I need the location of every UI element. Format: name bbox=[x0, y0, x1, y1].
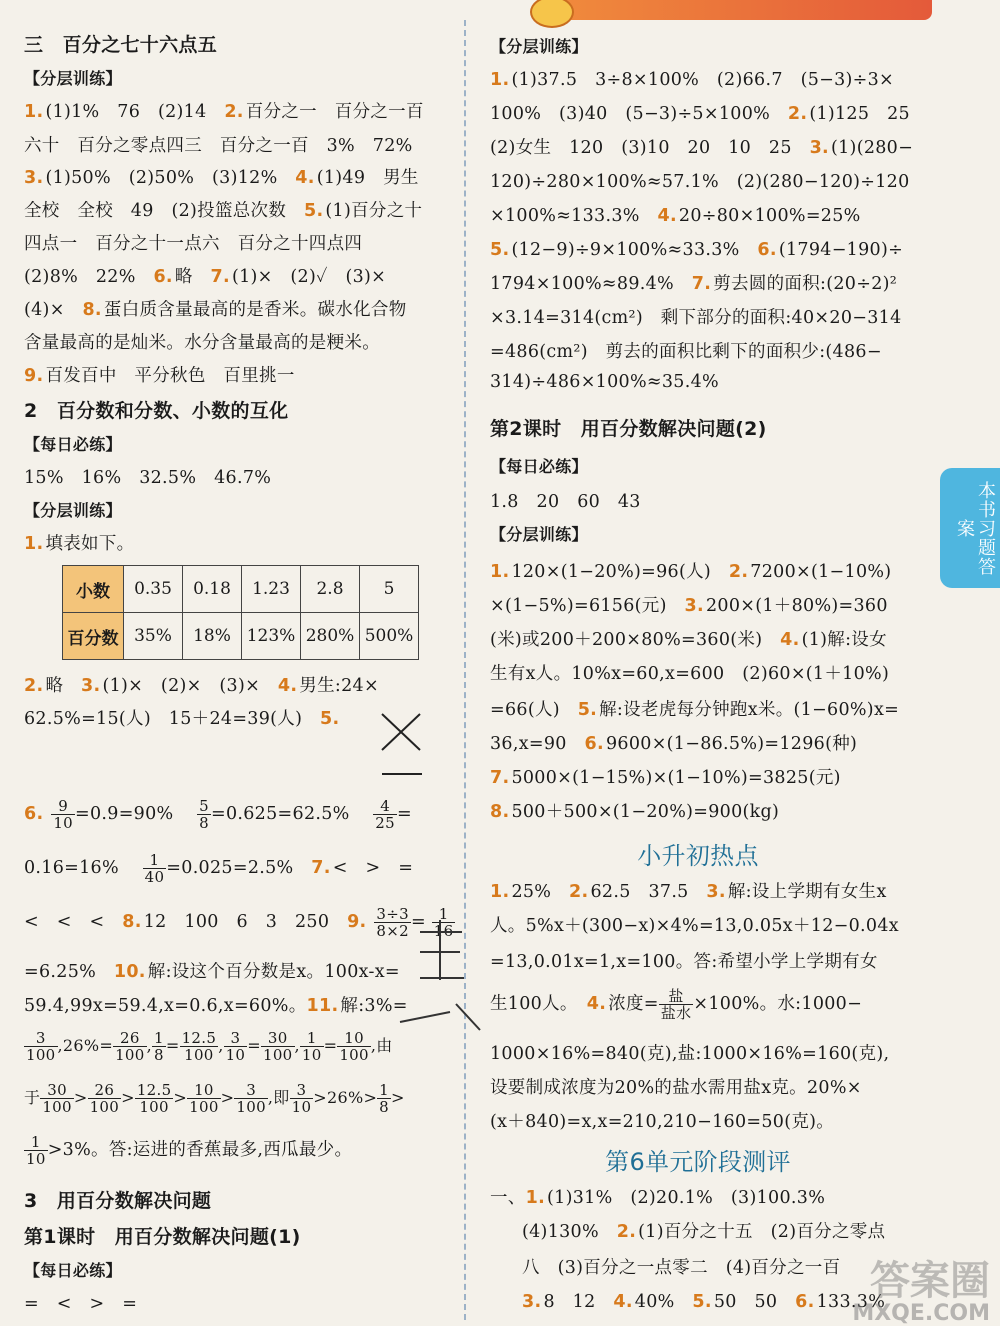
comparison-sign: > bbox=[391, 1088, 405, 1107]
numerator: 1 bbox=[379, 1081, 390, 1099]
answer-text: =6.25% bbox=[24, 962, 114, 982]
answer-text: (4)130% bbox=[522, 1222, 617, 1242]
item-number: 8. bbox=[490, 802, 510, 822]
answer-text: 200×(1＋80%)=360 bbox=[705, 596, 888, 616]
item-number: 4. bbox=[295, 168, 315, 188]
item-number: 7. bbox=[691, 274, 712, 294]
answer-text: 填表如下。 bbox=[45, 534, 135, 554]
fraction bbox=[24, 1030, 58, 1063]
answer-line bbox=[522, 1218, 885, 1243]
answer-text: (1)125 25 bbox=[809, 104, 910, 124]
section-tag: 【每日必练】 bbox=[24, 1261, 122, 1280]
answer-line bbox=[24, 1030, 393, 1063]
section-heading: 小升初热点 bbox=[637, 842, 759, 870]
answer-line bbox=[490, 730, 857, 755]
answer-line bbox=[490, 100, 910, 125]
item-number: 5. bbox=[320, 709, 340, 729]
answer-text: (1)解:设女 bbox=[801, 630, 887, 650]
denominator: 10 bbox=[291, 1098, 312, 1116]
answer-line bbox=[522, 1288, 885, 1313]
answer-text: (2)女生 120 (3)10 20 10 25 bbox=[490, 138, 810, 158]
item-number: 1. bbox=[24, 102, 44, 122]
fraction bbox=[24, 1134, 48, 1167]
item-number: 7. bbox=[490, 768, 510, 788]
answer-text: (1)50% (2)50% (3)12% bbox=[45, 168, 296, 188]
answer-line bbox=[24, 852, 413, 885]
fraction bbox=[197, 798, 211, 831]
table-cell: 500% bbox=[360, 613, 419, 660]
side-tab[interactable]: 本书习题答案 bbox=[940, 468, 1000, 588]
answer-text: 于 bbox=[24, 1088, 41, 1107]
table-cell: 18% bbox=[183, 613, 242, 660]
denominator: 100 bbox=[184, 1046, 214, 1064]
answer-text: (12−9)÷9×100%≈33.3% bbox=[511, 240, 758, 260]
answer-line: 八 (3)百分之一点零二 (4)百分之一百 bbox=[522, 1258, 841, 1278]
watermark-logo: 答案圈 bbox=[870, 1258, 990, 1304]
answer-text: 7200×(1−10%) bbox=[750, 562, 892, 582]
numerator: 3 bbox=[290, 1082, 314, 1099]
answer-line bbox=[490, 270, 897, 295]
item-number: 6. bbox=[153, 267, 173, 287]
answer-text: 40% bbox=[634, 1292, 693, 1312]
section-tag: 【每日必练】 bbox=[24, 435, 122, 454]
fraction bbox=[234, 1082, 268, 1115]
answer-line bbox=[24, 1082, 405, 1115]
answer-text: 解:设上学期有女生x bbox=[727, 882, 887, 902]
answer-line bbox=[24, 164, 419, 189]
section-tag: 【分层训练】 bbox=[490, 525, 588, 544]
fraction bbox=[40, 1082, 74, 1115]
answer-text: >26%> bbox=[313, 1088, 378, 1107]
answer-line bbox=[24, 197, 422, 222]
fraction bbox=[300, 1030, 324, 1063]
answer-text: , bbox=[294, 1036, 300, 1055]
answer-text: 62.5%=15(人) 15＋24=39(人) bbox=[24, 709, 321, 729]
item-number: 2. bbox=[569, 882, 589, 902]
column-divider bbox=[464, 20, 466, 1320]
answer-line: 120)÷280×100%≈57.1% (2)(280−120)÷120 bbox=[490, 172, 910, 192]
answer-text: =66(人) bbox=[490, 700, 578, 720]
answer-text: 剪去圆的面积:(20÷2)² bbox=[713, 274, 898, 294]
table-cell: 0.18 bbox=[183, 566, 242, 613]
item-number: 10. bbox=[113, 962, 146, 982]
section-tag: 【每日必练】 bbox=[490, 457, 588, 476]
fraction bbox=[88, 1082, 122, 1115]
answer-text: 略 bbox=[174, 267, 211, 287]
answer-line bbox=[24, 1134, 352, 1167]
numerator: 1 bbox=[24, 1134, 48, 1151]
answer-text: ,由 bbox=[370, 1036, 393, 1055]
numerator: 5 bbox=[199, 797, 209, 815]
item-number: 3. bbox=[706, 882, 726, 902]
answer-text: (1)百分之十五 (2)百分之零点 bbox=[638, 1222, 886, 1242]
item-number: 4. bbox=[613, 1292, 633, 1312]
table-cell: 2.8 bbox=[301, 566, 360, 613]
answer-text: = bbox=[396, 804, 412, 824]
section-tag: 【分层训练】 bbox=[24, 501, 122, 520]
answer-text: 36,x=90 bbox=[490, 734, 585, 754]
fraction bbox=[187, 1082, 221, 1115]
item-number: 3. bbox=[522, 1292, 542, 1312]
lesson-title: 第2课时 用百分数解决问题(2) bbox=[490, 418, 767, 440]
table-cell: 5 bbox=[360, 566, 419, 613]
answer-line bbox=[24, 296, 407, 321]
numerator: 盐 bbox=[659, 988, 694, 1005]
answer-text: = bbox=[165, 1036, 180, 1055]
item-number: 8. bbox=[82, 300, 102, 320]
answer-text: 50 50 bbox=[713, 1292, 796, 1312]
item-number: 6. bbox=[757, 240, 777, 260]
answer-line: (x＋840)=x,x=210,210−160=50(克)。 bbox=[490, 1112, 835, 1132]
fraction bbox=[143, 852, 167, 885]
answer-text: ,26%= bbox=[57, 1036, 114, 1055]
item-number: 1. bbox=[490, 562, 510, 582]
denominator: 25 bbox=[375, 814, 395, 832]
numerator: 10 bbox=[187, 1082, 221, 1099]
watermark-url: MXQE.COM bbox=[852, 1301, 990, 1326]
numerator: 12.5 bbox=[181, 1029, 217, 1047]
answer-text: (1)× (2)✓ (3)× bbox=[231, 267, 387, 287]
table-cell: 123% bbox=[242, 613, 301, 660]
answer-text: 8 12 bbox=[543, 1292, 614, 1312]
denominator: 100 bbox=[139, 1098, 169, 1116]
item-number: 2. bbox=[728, 562, 749, 582]
item-number: 8. bbox=[122, 912, 142, 932]
denominator: 100 bbox=[26, 1046, 56, 1064]
table-cell: 1.23 bbox=[242, 566, 301, 613]
answer-line: 设要制成浓度为20%的盐水需用盐x克。20%× bbox=[490, 1078, 862, 1098]
answer-text: 5000×(1−15%)×(1−10%)=3825(元) bbox=[511, 768, 841, 788]
answer-line bbox=[24, 263, 386, 288]
answer-line bbox=[490, 592, 888, 617]
answer-text: 120×(1−20%)=96(人) bbox=[511, 562, 729, 582]
numerator: 1 bbox=[143, 852, 167, 869]
answer-text: = bbox=[247, 1036, 261, 1055]
answer-line bbox=[24, 530, 134, 555]
answer-text: 20÷80×100%=25% bbox=[678, 206, 861, 226]
item-number: 4. bbox=[780, 630, 800, 650]
numerator: 10 bbox=[337, 1030, 371, 1047]
table-row bbox=[63, 566, 419, 613]
numerator: 1 bbox=[432, 906, 456, 923]
answer-text: 略 bbox=[45, 676, 82, 696]
answer-line bbox=[24, 362, 295, 387]
item-number: 3. bbox=[81, 676, 101, 696]
answer-text: 全校 全校 49 (2)投篮总次数 bbox=[24, 201, 304, 221]
answer-text: < < < bbox=[24, 912, 123, 932]
answer-text: 62.5 37.5 bbox=[590, 882, 707, 902]
fraction bbox=[377, 1082, 391, 1115]
item-number: 3. bbox=[684, 596, 704, 616]
answer-line bbox=[490, 1184, 825, 1209]
answer-text: = bbox=[323, 1036, 338, 1055]
denominator: 40 bbox=[144, 868, 165, 886]
item-number: 6. bbox=[24, 804, 44, 824]
section-tag: 【分层训练】 bbox=[490, 37, 588, 56]
answer-line bbox=[490, 558, 891, 583]
table-header-cell: 小数 bbox=[63, 566, 124, 613]
header-decoration bbox=[560, 0, 932, 20]
denominator: 8 bbox=[154, 1046, 164, 1064]
answer-line: 314)÷486×100%≈35.4% bbox=[490, 372, 719, 392]
answer-text: , bbox=[146, 1036, 153, 1055]
answer-text: =0.625=62.5% bbox=[210, 804, 368, 824]
numerator: 12.5 bbox=[136, 1081, 172, 1099]
answer-line bbox=[490, 798, 779, 823]
fraction bbox=[113, 1030, 147, 1063]
answer-line bbox=[490, 764, 841, 789]
comparison-sign: > bbox=[73, 1088, 88, 1107]
answer-line: 含量最高的是灿米。水分含量最高的是粳米。 bbox=[24, 333, 380, 353]
answer-line: 1000×16%=840(克),盐:1000×16%=160(克), bbox=[490, 1044, 890, 1064]
answer-line: 四点一 百分之十一点六 百分之十四点四 bbox=[24, 234, 363, 254]
fraction bbox=[290, 1082, 314, 1115]
answer-text: 男生:24× bbox=[299, 676, 379, 696]
answer-text: 解:设这个百分数是x。100x-x= bbox=[147, 962, 400, 982]
answer-text: 解:设老虎每分钟跑x米。(1−60%)x= bbox=[599, 700, 900, 720]
fraction bbox=[337, 1030, 371, 1063]
section-title: 3 用百分数解决问题 bbox=[24, 1190, 212, 1212]
numerator: 30 bbox=[40, 1082, 74, 1099]
answer-text: 一、 bbox=[490, 1188, 526, 1208]
answer-text: (1)× (2)× (3)× bbox=[102, 676, 278, 696]
item-number: 5. bbox=[692, 1292, 712, 1312]
answer-text: 解:3%= bbox=[340, 996, 408, 1016]
table-cell: 35% bbox=[124, 613, 183, 660]
answer-text: (1)31% (2)20.1% (3)100.3% bbox=[547, 1188, 826, 1208]
denominator: 100 bbox=[89, 1098, 120, 1116]
answer-line bbox=[490, 134, 913, 159]
answer-text: (米)或200＋200×80%=360(米) bbox=[490, 630, 781, 650]
item-number: 1. bbox=[525, 1188, 546, 1208]
denominator: 10 bbox=[225, 1046, 246, 1064]
denominator: 盐水 bbox=[660, 1004, 692, 1022]
answer-line bbox=[490, 626, 887, 651]
handwritten-scribble bbox=[380, 912, 490, 1042]
item-number: 2. bbox=[616, 1222, 637, 1242]
answer-text: < > = bbox=[332, 858, 414, 878]
item-number: 5. bbox=[577, 700, 598, 720]
answer-line bbox=[24, 798, 412, 831]
section-title: 2 百分数和分数、小数的互化 bbox=[24, 400, 289, 422]
answer-line bbox=[490, 878, 887, 903]
fraction bbox=[224, 1030, 248, 1063]
item-number: 4. bbox=[586, 994, 607, 1014]
answer-line bbox=[490, 66, 894, 91]
answer-line: 15% 16% 32.5% 46.7% bbox=[24, 468, 272, 488]
answer-text: 9600×(1−86.5%)=1296(种) bbox=[605, 734, 858, 754]
item-number: 2. bbox=[787, 104, 808, 124]
answer-line bbox=[24, 672, 379, 697]
answer-line: =13,0.01x=1,x=100。答:希望小学上学期有女 bbox=[490, 952, 878, 972]
answer-text: 500＋500×(1−20%)=900(kg) bbox=[511, 802, 780, 822]
answer-text: (1794−190)÷ bbox=[778, 240, 904, 260]
section-title: 三 百分之七十六点五 bbox=[24, 34, 218, 56]
answer-line bbox=[24, 705, 341, 730]
matching-sketch bbox=[378, 708, 428, 778]
answer-text: 25% bbox=[511, 882, 570, 902]
item-number: 4. bbox=[657, 206, 677, 226]
answer-text: (4)× bbox=[24, 300, 83, 320]
answer-line bbox=[490, 236, 903, 261]
item-number: 1. bbox=[490, 882, 510, 902]
section-heading: 第6单元阶段测评 bbox=[605, 1148, 791, 1176]
item-number: 6. bbox=[584, 734, 604, 754]
lesson-title: 第1课时 用百分数解决问题(1) bbox=[24, 1226, 301, 1248]
answer-line bbox=[490, 988, 862, 1021]
answer-text: 1794×100%≈89.4% bbox=[490, 274, 692, 294]
answer-text: 百分之一 百分之一百 bbox=[245, 102, 424, 122]
answer-text: (1)1% 76 (2)14 bbox=[45, 102, 225, 122]
fraction bbox=[180, 1030, 219, 1063]
denominator: 100 bbox=[339, 1046, 369, 1064]
answer-text: 浓度= bbox=[608, 994, 659, 1014]
numerator: 3 bbox=[24, 1030, 58, 1047]
numerator: 1 bbox=[154, 1029, 164, 1047]
numerator: 30 bbox=[261, 1030, 295, 1047]
denominator: 16 bbox=[433, 922, 454, 940]
table-cell: 0.35 bbox=[124, 566, 183, 613]
item-number: 9. bbox=[347, 912, 367, 932]
numerator: 3 bbox=[234, 1082, 268, 1099]
comparison-sign: > bbox=[173, 1088, 188, 1107]
item-number: 1. bbox=[24, 534, 44, 554]
answer-text: 0.16=16% bbox=[24, 858, 137, 878]
answer-text: , bbox=[218, 1036, 224, 1055]
numerator: 4 bbox=[373, 798, 397, 815]
item-number: 3. bbox=[809, 138, 829, 158]
answer-text: ,即 bbox=[267, 1088, 290, 1107]
table-header-cell: 百分数 bbox=[63, 613, 124, 660]
fraction bbox=[135, 1082, 174, 1115]
comparison-sign: > bbox=[220, 1088, 235, 1107]
answer-line: = < > = bbox=[24, 1294, 138, 1314]
answer-text: 12 100 6 3 250 bbox=[143, 912, 348, 932]
answer-text: (1)百分之十 bbox=[325, 201, 423, 221]
denominator: 10 bbox=[26, 1150, 46, 1168]
answer-line bbox=[24, 98, 424, 123]
fraction bbox=[261, 1030, 295, 1063]
numerator: 9 bbox=[51, 798, 75, 815]
item-number: 1. bbox=[490, 70, 510, 90]
answer-text: 59.4,99x=59.4,x=0.6,x=60%。 bbox=[24, 996, 307, 1016]
answer-line: ×3.14=314(cm²) 剩下部分的面积:40×20−314 bbox=[490, 308, 902, 328]
numerator: 3 bbox=[224, 1030, 248, 1047]
answer-text: (1)(280− bbox=[831, 138, 914, 158]
answer-line: 1.8 20 60 43 bbox=[490, 492, 641, 512]
item-number: 5. bbox=[490, 240, 510, 260]
item-number: 2. bbox=[24, 676, 44, 696]
item-number: 11. bbox=[306, 996, 339, 1016]
answer-text: ×100%≈133.3% bbox=[490, 206, 658, 226]
answer-text: (1)49 男生 bbox=[316, 168, 419, 188]
denominator: 8 bbox=[379, 1098, 390, 1116]
table-cell: 280% bbox=[301, 613, 360, 660]
fraction bbox=[659, 988, 694, 1021]
numerator: 3÷3 bbox=[376, 905, 409, 923]
answer-text: =0.025=2.5% bbox=[166, 858, 312, 878]
denominator: 100 bbox=[42, 1098, 72, 1116]
answer-line bbox=[24, 958, 400, 983]
denominator: 100 bbox=[262, 1046, 293, 1064]
item-number: 7. bbox=[311, 858, 331, 878]
answer-text: 百发百中 平分秋色 百里挑一 bbox=[45, 366, 295, 386]
cartoon-icon bbox=[530, 0, 574, 28]
table-row bbox=[63, 613, 419, 660]
answer-text: = bbox=[410, 912, 426, 932]
answer-line bbox=[490, 696, 899, 721]
answer-text: 生100人。 bbox=[490, 994, 587, 1014]
answer-line: 生有x人。10%x=60,x=600 (2)60×(1＋10%) bbox=[490, 664, 890, 684]
answer-line bbox=[490, 202, 861, 227]
item-number: 9. bbox=[24, 366, 44, 386]
conversion-table bbox=[62, 565, 419, 660]
denominator: 10 bbox=[53, 814, 73, 832]
answer-text: ×(1−5%)=6156(元) bbox=[490, 596, 685, 616]
item-number: 7. bbox=[210, 267, 230, 287]
fraction bbox=[373, 798, 397, 831]
answer-text: 100% (3)40 (5−3)÷5×100% bbox=[490, 104, 788, 124]
denominator: 100 bbox=[236, 1098, 266, 1116]
answer-text: ×100%。水:1000− bbox=[693, 994, 863, 1014]
answer-line bbox=[24, 992, 408, 1017]
answer-line: =486(cm²) 剪去的面积比剩下的面积少:(486− bbox=[490, 342, 882, 362]
denominator: 100 bbox=[189, 1098, 219, 1116]
item-number: 4. bbox=[277, 676, 298, 696]
item-number: 5. bbox=[303, 201, 324, 221]
section-tag: 【分层训练】 bbox=[24, 69, 122, 88]
answer-text: (2)8% 22% bbox=[24, 267, 154, 287]
answer-line: 六十 百分之零点四三 百分之一百 3% 72% bbox=[24, 136, 413, 156]
denominator: 8×2 bbox=[376, 922, 409, 940]
answer-text: (1)37.5 3÷8×100% (2)66.7 (5−3)÷3× bbox=[511, 70, 895, 90]
numerator: 26 bbox=[113, 1030, 147, 1047]
numerator: 26 bbox=[88, 1082, 122, 1099]
fraction bbox=[51, 798, 75, 831]
answer-text: 133.3% bbox=[816, 1292, 886, 1312]
denominator: 8 bbox=[199, 814, 209, 832]
denominator: 10 bbox=[301, 1046, 322, 1064]
item-number: 6. bbox=[795, 1292, 815, 1312]
denominator: 100 bbox=[115, 1046, 145, 1064]
item-number: 3. bbox=[24, 168, 44, 188]
answer-text: =0.9=90% bbox=[75, 804, 192, 824]
answer-text: >3%。答:运进的香蕉最多,西瓜最少。 bbox=[47, 1140, 353, 1160]
comparison-sign: > bbox=[121, 1088, 135, 1107]
fraction bbox=[152, 1030, 166, 1063]
answer-text: 蛋白质含量最高的是香米。碳水化合物 bbox=[103, 300, 407, 320]
numerator: 1 bbox=[300, 1030, 324, 1047]
item-number: 2. bbox=[224, 102, 244, 122]
answer-line: 人。5%x＋(300−x)×4%=13,0.05x＋12−0.04x bbox=[490, 916, 899, 936]
